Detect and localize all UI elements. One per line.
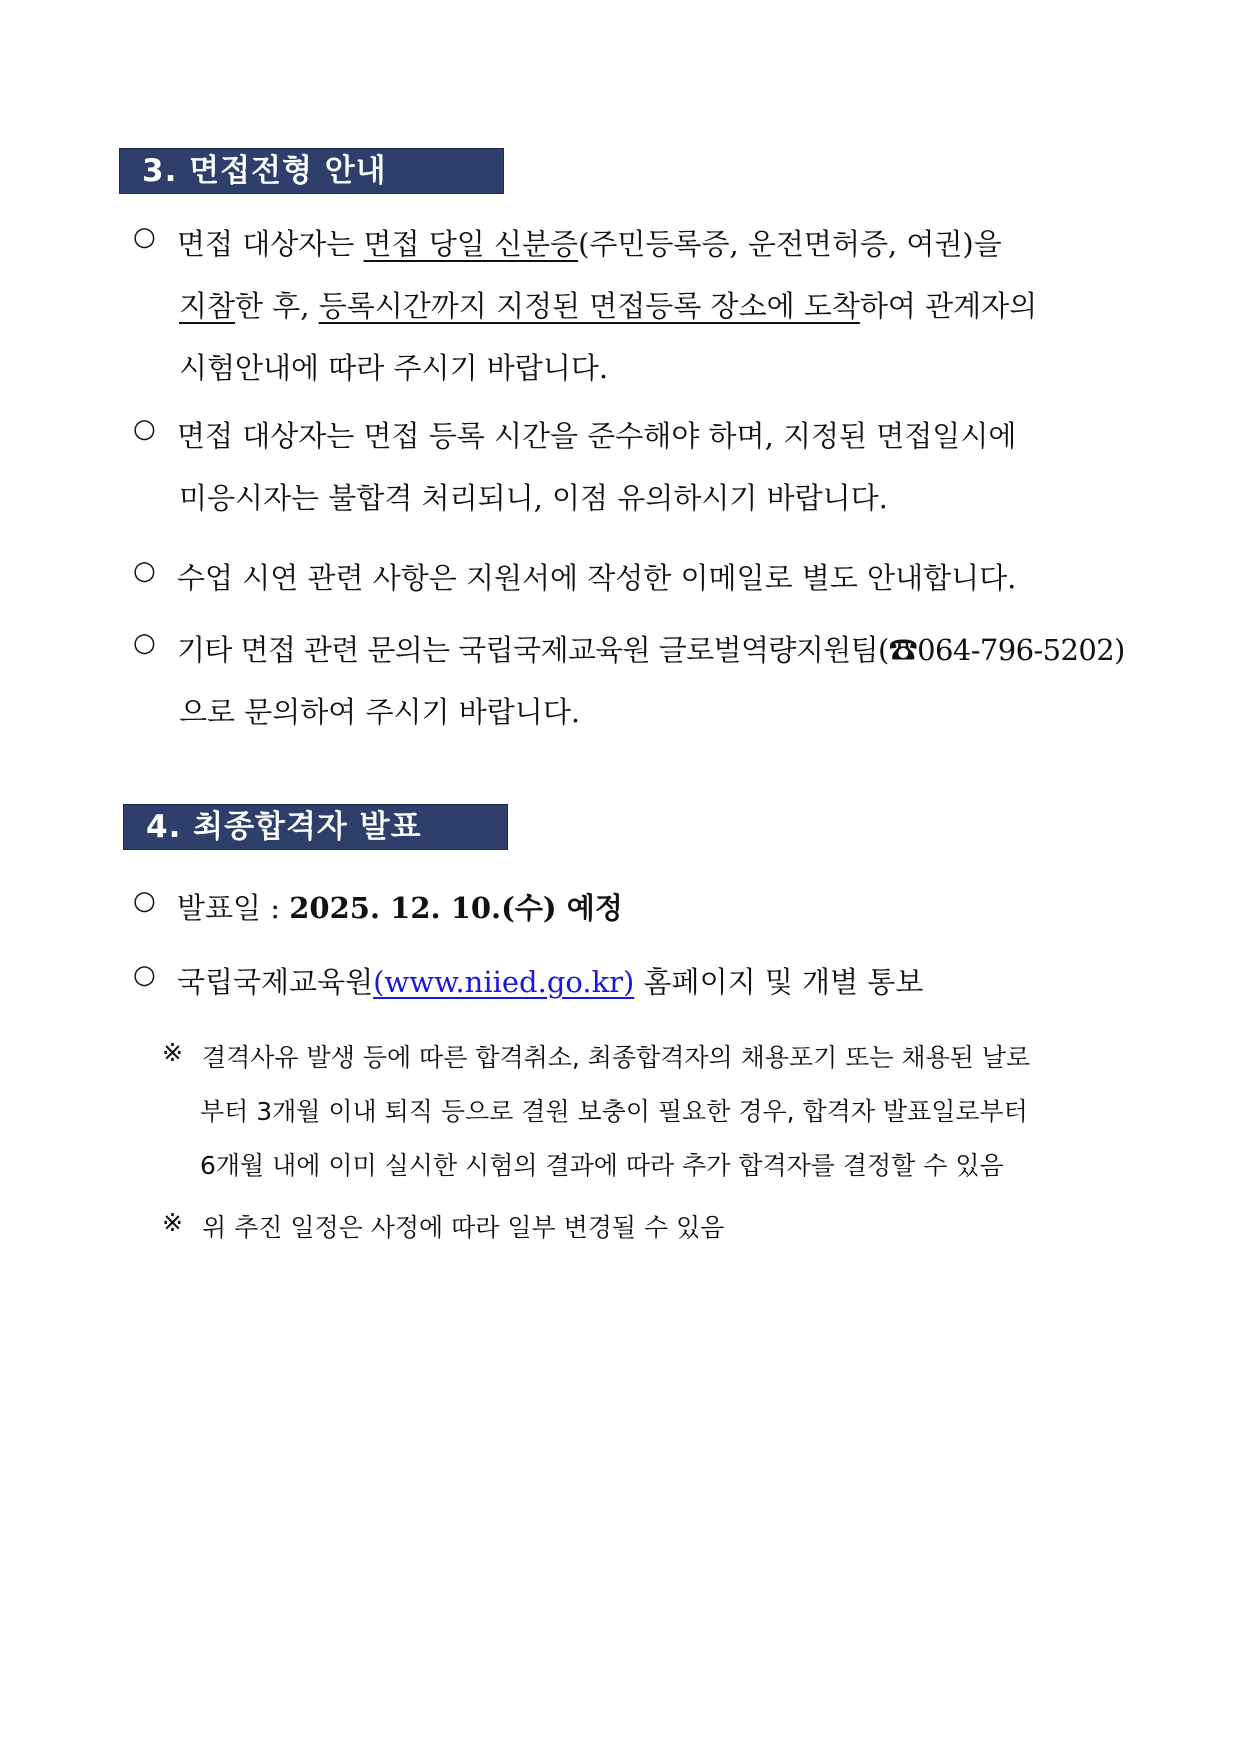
note-line: 6개월 내에 이미 실시한 시험의 결과에 따라 추가 합격자를 결정할 수 있음 bbox=[200, 1151, 1004, 1180]
bullet-line bbox=[177, 222, 1002, 263]
underlined-text: 면접 당일 신분증 bbox=[363, 227, 579, 261]
note-line: 부터 3개월 이내 퇴직 등으로 결원 보충이 필요한 경우, 합격자 발표일로부터 bbox=[200, 1097, 1028, 1126]
circle-bullet-icon: ○ bbox=[133, 886, 156, 916]
reference-mark-icon: ※ bbox=[162, 1038, 183, 1067]
text-segment: (주민등록증, 운전면허증, 여권)을 bbox=[578, 227, 1002, 261]
bullet-line: 면접 대상자는 면접 등록 시간을 준수해야 하며, 지정된 면접일시에 bbox=[177, 419, 1017, 453]
note-line: 위 추진 일정은 사정에 따라 일부 변경될 수 있음 bbox=[202, 1213, 725, 1242]
section-3-header: 3. 면접전형 안내 bbox=[119, 148, 504, 194]
section-4-header: 4. 최종합격자 발표 bbox=[123, 804, 508, 850]
text-segment: 한 후, bbox=[235, 289, 319, 323]
bullet-line: 미응시자는 불합격 처리되니, 이점 유의하시기 바랍니다. bbox=[179, 481, 888, 515]
text-segment: 면접 대상자는 bbox=[177, 227, 364, 261]
circle-bullet-icon: ○ bbox=[133, 628, 156, 658]
circle-bullet-icon: ○ bbox=[133, 556, 156, 586]
underlined-text: 지참 bbox=[179, 289, 236, 323]
circle-bullet-icon: ○ bbox=[133, 222, 156, 252]
bullet-line: 으로 문의하여 주시기 바랍니다. bbox=[179, 695, 581, 729]
text-segment: 홈페이지 및 개별 통보 bbox=[634, 965, 924, 999]
date-value: 2025. 12. 10.(수) 예정 bbox=[289, 891, 623, 925]
reference-mark-icon: ※ bbox=[162, 1208, 183, 1237]
circle-bullet-icon: ○ bbox=[133, 960, 156, 990]
bullet-line bbox=[177, 960, 923, 1001]
bullet-line: 수업 시연 관련 사항은 지원서에 작성한 이메일로 별도 안내합니다. bbox=[177, 561, 1017, 595]
text-segment: 하여 관계자의 bbox=[859, 289, 1038, 323]
circle-bullet-icon: ○ bbox=[133, 414, 156, 444]
website-link[interactable]: (www.niied.go.kr) bbox=[373, 965, 635, 999]
announcement-date bbox=[177, 886, 623, 927]
bullet-line bbox=[179, 284, 1037, 325]
underlined-text: 등록시간까지 지정된 면접등록 장소에 도착 bbox=[318, 289, 860, 323]
text-segment: 국립국제교육원 bbox=[177, 965, 374, 999]
bullet-line: 시험안내에 따라 주시기 바랍니다. bbox=[179, 351, 609, 385]
bullet-line: 기타 면접 관련 문의는 국립국제교육원 글로벌역량지원팀(☎064-796-5202) bbox=[177, 633, 1125, 667]
note-line: 결격사유 발생 등에 따른 합격취소, 최종합격자의 채용포기 또는 채용된 날로 bbox=[202, 1043, 1031, 1072]
date-label: 발표일 : bbox=[177, 891, 290, 925]
